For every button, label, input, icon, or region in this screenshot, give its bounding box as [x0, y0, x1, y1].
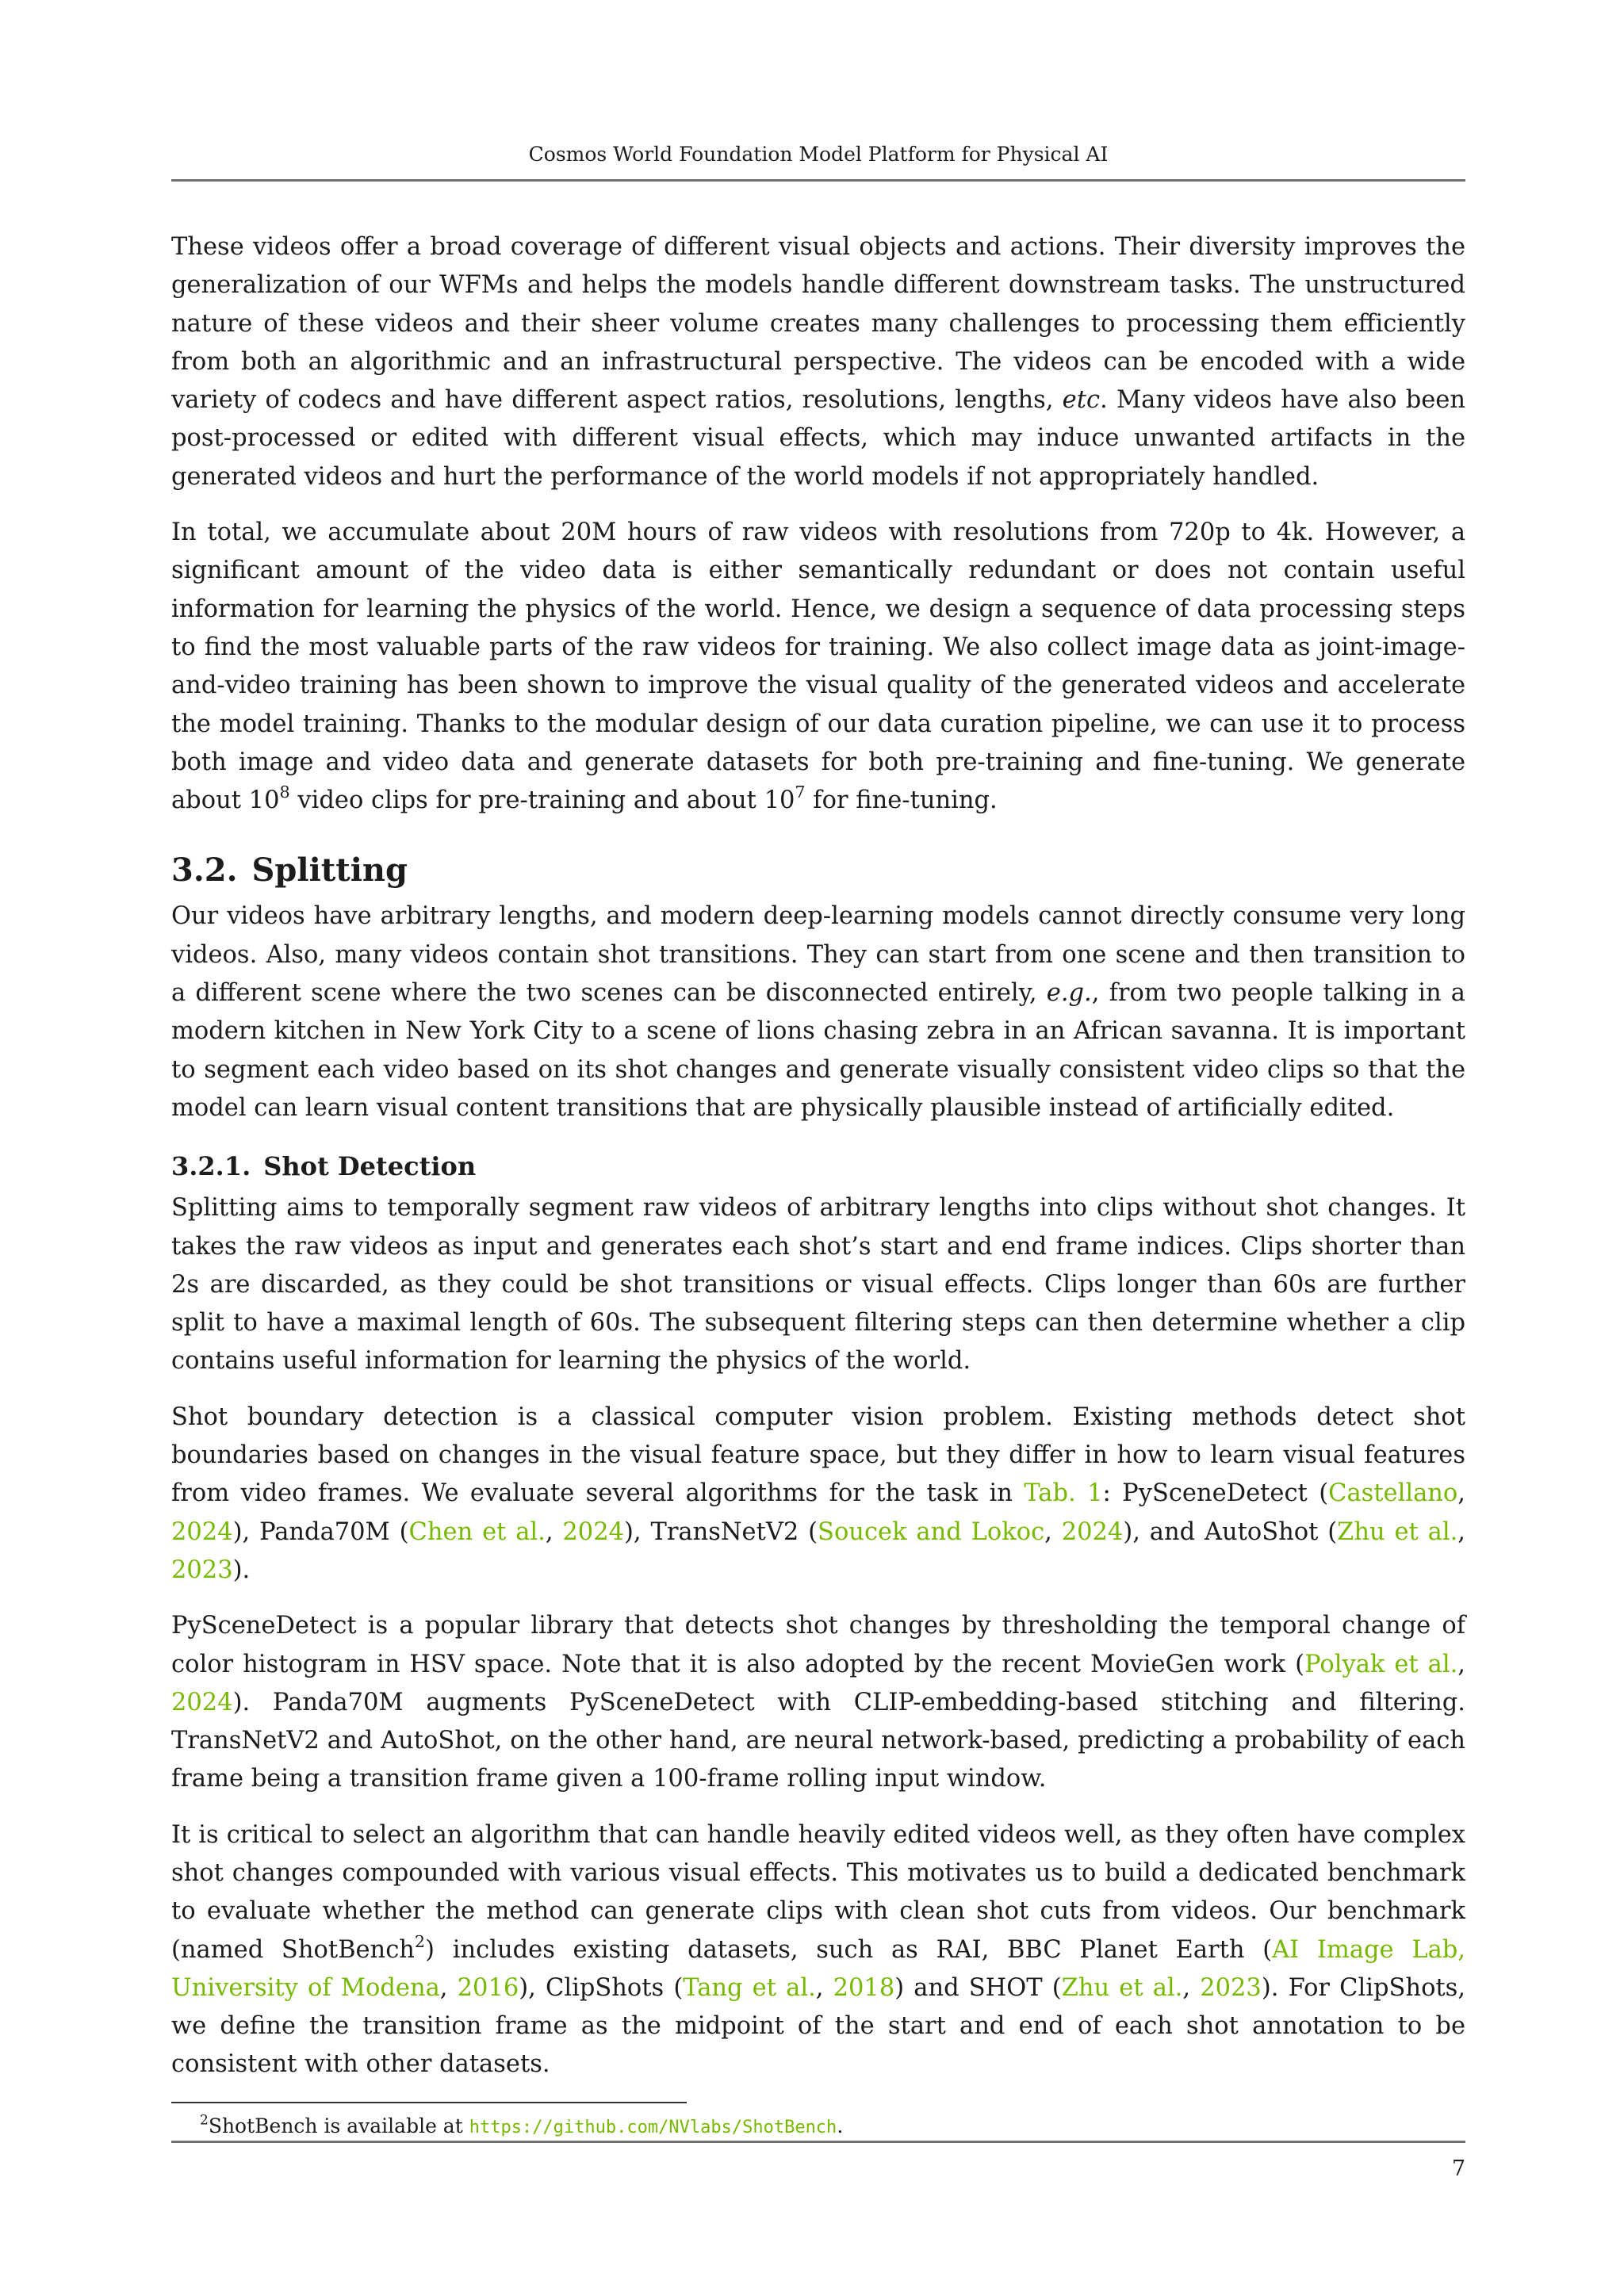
paragraph-splitting-aims: Splitting aims to temporally segment raw videos of arbitrary lengths into clips without shot changes. It takes the raw videos as input and generates each shot’s start and end frame indices. Clips shorter than 2s are discarded, as they could be shot transitions or visual effects. Clips longer than 60s are further split to have a maximal length of 60s. The subsequent filtering steps can then determine whether a clip contains useful information for learning the physics of the world.: [171, 1194, 1465, 1376]
citation-year-link[interactable]: 2023: [1200, 1973, 1262, 2002]
section-heading-splitting: 3.2. Splitting: [171, 851, 408, 890]
citation-link[interactable]: AI Image Lab, University of Modena: [171, 1935, 1465, 2002]
running-title: Cosmos World Foundation Model Platform for Physical AI: [528, 143, 1109, 166]
citation-year-link[interactable]: 2024: [562, 1517, 625, 1546]
header-rule: [171, 179, 1465, 182]
footer-rule: [171, 2141, 1465, 2143]
paragraph-splitting-intro: Our videos have arbitrary lengths, and modern deep-learning models cannot directly consume very long videos. Also, many videos contain shot transitions. They can start from one scene and then transition to a different scene where the two scenes can be disconnected entirely, e.g., from two people talking in a modern kitchen in New York City to a scene of lions chasing zebra in an African savanna. It is important to segment each video based on its shot changes and generate visually consistent video clips so that the model can learn visual content transitions that are physically plausible instead of artificially edited.: [171, 902, 1465, 1122]
footnote-url-link[interactable]: https://github.com/NVlabs/ShotBench: [469, 2117, 837, 2137]
citation-link[interactable]: Tang et al.: [683, 1973, 816, 2002]
citation-year-link[interactable]: 2024: [171, 1688, 233, 1716]
citation-link[interactable]: Chen et al.: [408, 1517, 546, 1546]
footnote-marker: 2: [414, 1931, 426, 1951]
citation-link[interactable]: Soucek and Lokoc: [818, 1517, 1045, 1546]
citation-year-link[interactable]: 2023: [171, 1556, 233, 1584]
footnote-number: 2: [200, 2112, 209, 2129]
citation-year-link[interactable]: 2024: [171, 1517, 233, 1546]
citation-link[interactable]: Zhu et al.: [1337, 1517, 1458, 1546]
citation-year-link[interactable]: 2024: [1061, 1517, 1124, 1546]
citation-year-link[interactable]: 2018: [833, 1973, 895, 2002]
footnote: $^2$ShotBench is available at https://github.com/NVlabs/ShotBench.: [200, 2112, 844, 2137]
citation-link[interactable]: Polyak et al.: [1304, 1650, 1458, 1678]
paragraph-pyscenedetect: PySceneDetect is a popular library that detects shot changes by thresholding the temporal change of color histogram in HSV space. Note that it is also adopted by the recent MovieGen work (Polyak et al., 2024). Panda70M augments PySceneDetect with CLIP-embedding-based stitching and filtering. TransNetV2 and AutoShot, on the other hand, are neural network-based, predicting a probability of each frame being a transition frame given a 100-frame rolling input window.: [171, 1612, 1465, 1793]
citation-link[interactable]: Castellano: [1328, 1479, 1458, 1508]
footnote-rule: [171, 2102, 687, 2103]
table-reference-link[interactable]: Tab. 1: [1024, 1479, 1103, 1508]
paragraph-video-diversity: These videos offer a broad coverage of different visual objects and actions. Their diversity improves the generalization of our WFMs and helps the models handle different downstream tasks. The unstructured nature of these videos and their sheer volume creates many challenges to processing them efficiently from both an algorithmic and an infrastructural perspective. The videos can be encoded with a wide variety of codecs and have different aspect ratios, resolutions, lengths, etc. Many videos have also been post-processed or edited with different visual effects, which may induce unwanted artifacts in the generated videos and hurt the performance of the world models if not appropriately handled.: [171, 233, 1465, 491]
paragraph-shotbench: It is critical to select an algorithm that can handle heavily edited videos well, as they often have complex shot changes compounded with various visual effects. This motivates us to build a dedicated benchmark to evaluate whether the method can generate clips with clean shot cuts from videos. Our benchmark (named ShotBench$^2$) includes existing datasets, such as RAI, BBC Planet Earth (AI Image Lab, University of Modena, 2016), ClipShots (Tang et al., 2018) and SHOT (Zhu et al., 2023). For ClipShots, we define the transition frame as the midpoint of the start and end of each shot annotation to be consistent with other datasets.: [171, 1820, 1466, 2079]
paragraph-data-volume: In total, we accumulate about 20M hours of raw videos with resolutions from 720p to 4k. However, a significant amount of the video data is either semantically redundant or does not contain useful information for learning the physics of the world. Hence, we design a sequence of data processing steps to find the most valuable parts of the raw videos for training. We also collect image data as joint-image-and-video training has been shown to improve the visual quality of the generated videos and accelerate the model training. Thanks to the modular design of our data curation pipeline, we can use it to process both image and video data and generate datasets for both pre-training and fine-tuning. We generate about $10^8$ video clips for pre-training and about $10^7$ for fine-tuning.: [171, 519, 1465, 815]
paragraph-shot-boundary: Shot boundary detection is a classical computer vision problem. Existing methods detect shot boundaries based on changes in the visual feature space, but they differ in how to learn visual features from video frames. We evaluate several algorithms for the task in Tab. 1: PySceneDetect (Castellano, 2024), Panda70M (Chen et al., 2024), TransNetV2 (Soucek and Lokoc, 2024), and AutoShot (Zhu et al., 2023).: [171, 1402, 1465, 1584]
citation-year-link[interactable]: 2016: [457, 1973, 519, 2002]
subsection-heading-shot-detection: 3.2.1. Shot Detection: [171, 1151, 477, 1182]
citation-link[interactable]: Zhu et al.: [1061, 1973, 1183, 2002]
page-number: 7: [1451, 2156, 1465, 2181]
main-content: [171, 228, 1465, 2141]
